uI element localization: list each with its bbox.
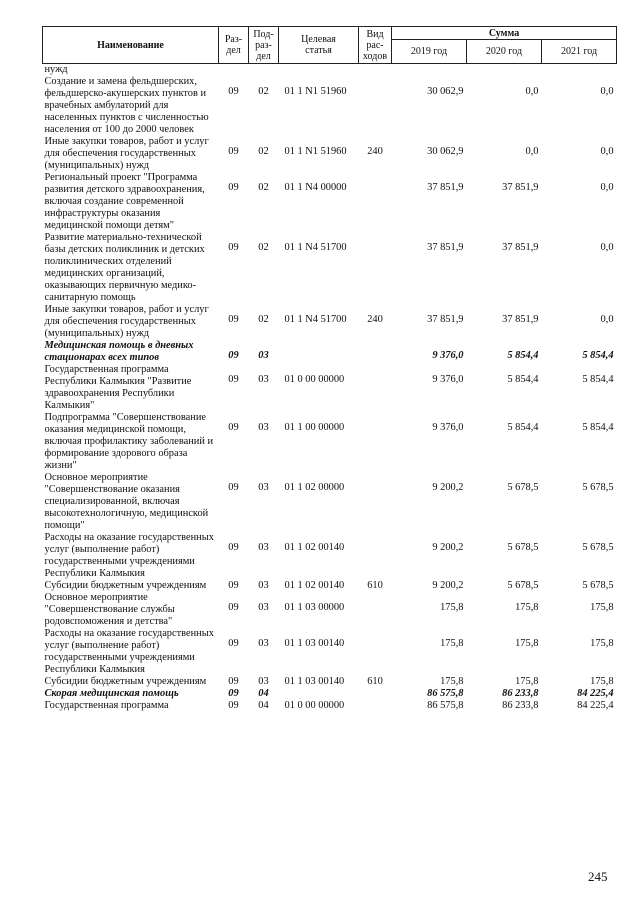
cell-s2: 37 851,9 — [502, 182, 539, 193]
cell-cs: 01 1 N4 00000 — [284, 182, 347, 193]
cell-rz: 09 — [228, 542, 239, 553]
cell-rz: 09 — [228, 146, 239, 157]
cell-s2: 175,8 — [515, 602, 539, 613]
cell-vr — [359, 232, 392, 304]
table-row — [43, 580, 617, 592]
cell-s1: 30 062,9 — [427, 86, 464, 97]
header-2021: 2021 год — [542, 40, 617, 64]
cell-rz: 09 — [228, 676, 239, 687]
table-row — [43, 340, 617, 364]
cell-pr: 03 — [258, 422, 269, 433]
cell-vr — [359, 532, 392, 580]
cell-s2: 86 233,8 — [502, 688, 539, 699]
cell-vr — [359, 628, 392, 676]
cell-pr: 03 — [258, 602, 269, 613]
header-celevaya: Целевая статья — [279, 27, 359, 64]
header-2019: 2019 год — [392, 40, 467, 64]
table-row — [43, 172, 617, 232]
cell-s2: 86 233,8 — [502, 700, 539, 711]
table-row — [43, 412, 617, 472]
cell-s1: 9 200,2 — [432, 482, 464, 493]
table-header — [43, 27, 617, 64]
cell-cs: 01 0 00 00000 — [284, 700, 345, 711]
cell-s3: 0,0 — [600, 314, 614, 325]
cell-name: Расходы на оказание государственных услуг (выполнение работ) государственными учреждениями Республики Калмыкия — [44, 628, 214, 675]
cell-rz: 09 — [228, 482, 239, 493]
cell-rz: 09 — [228, 688, 239, 699]
table-row — [43, 64, 617, 77]
cell-s2: 5 678,5 — [507, 482, 539, 493]
cell-cs — [279, 340, 359, 364]
table-row — [43, 676, 617, 688]
header-2020: 2020 год — [467, 40, 542, 64]
cell-s1: 37 851,9 — [427, 314, 464, 325]
cell-s3: 84 225,4 — [577, 688, 614, 699]
table-row — [43, 700, 617, 712]
cell-name: Создание и замена фельдшерских, фельдшерско-акушерских пунктов и врачебных амбулаторий для населенных пунктов с численностью населения от 100 до 2000 человек — [44, 76, 209, 135]
cell-pr: 04 — [258, 700, 269, 711]
cell-cs — [279, 688, 359, 700]
cell-pr: 02 — [258, 314, 269, 325]
header-vid: Вид рас- ходов — [359, 27, 392, 64]
cell-name: Региональный проект "Программа развития детского здравоохранения, включая создание современной инфраструктуры оказания медицинской помощи детям" — [44, 172, 205, 231]
cell-s2: 5 854,4 — [507, 374, 539, 385]
cell-s2: 175,8 — [515, 676, 539, 687]
cell-cs: 01 1 03 00000 — [284, 602, 345, 613]
cell-s1 — [392, 64, 467, 77]
cell-name: Субсидии бюджетным учреждениям — [44, 580, 207, 591]
table-row — [43, 628, 617, 676]
cell-cs: 01 0 00 00000 — [284, 374, 345, 385]
cell-pr: 04 — [258, 688, 269, 699]
cell-vr — [359, 172, 392, 232]
cell-rz: 09 — [228, 182, 239, 193]
cell-s1: 9 376,0 — [432, 374, 464, 385]
cell-rz: 09 — [228, 242, 239, 253]
cell-s1: 175,8 — [440, 638, 464, 649]
cell-s3: 5 854,4 — [582, 374, 614, 385]
cell-vr: 240 — [367, 314, 383, 325]
cell-s3: 0,0 — [600, 242, 614, 253]
cell-rz: 09 — [228, 314, 239, 325]
table-row — [43, 232, 617, 304]
cell-s1: 175,8 — [440, 676, 464, 687]
cell-name: нужд — [44, 64, 68, 75]
cell-vr — [359, 64, 392, 77]
cell-cs: 01 1 00 00000 — [284, 422, 345, 433]
cell-s3: 5 678,5 — [582, 482, 614, 493]
cell-vr — [359, 472, 392, 532]
cell-name: Государственная программа Республики Калмыкия "Развитие здравоохранения Республики Калмыкия" — [44, 364, 192, 411]
cell-name: Скорая медицинская помощь — [44, 688, 179, 699]
cell-pr: 02 — [258, 242, 269, 253]
cell-s3: 84 225,4 — [577, 700, 614, 711]
cell-s3: 175,8 — [590, 676, 614, 687]
cell-cs: 01 1 N4 51700 — [284, 242, 347, 253]
cell-s3 — [542, 64, 617, 77]
header-summa: Сумма — [392, 27, 617, 40]
cell-s3: 0,0 — [600, 86, 614, 97]
cell-vr — [359, 592, 392, 628]
table-row — [43, 688, 617, 700]
cell-pr: 03 — [258, 542, 269, 553]
header-name: Наименование — [43, 27, 219, 64]
cell-s1: 86 575,8 — [427, 700, 464, 711]
cell-rz: 09 — [228, 86, 239, 97]
cell-s2: 5 678,5 — [507, 580, 539, 591]
cell-cs: 01 1 N1 51960 — [284, 86, 347, 97]
cell-s3: 5 678,5 — [582, 542, 614, 553]
header-razdel: Раз- дел — [219, 27, 249, 64]
cell-vr — [359, 76, 392, 136]
cell-pr: 02 — [258, 146, 269, 157]
cell-name: Развитие материально-технической базы детских поликлиник и детских поликлинических отделений медицинских организаций, оказывающих первичную медико-санитарную помощь — [44, 232, 205, 303]
cell-s3: 5 854,4 — [582, 422, 614, 433]
cell-s1: 37 851,9 — [427, 242, 464, 253]
cell-cs: 01 1 N4 51700 — [284, 314, 347, 325]
cell-s2: 0,0 — [525, 146, 539, 157]
cell-s3: 175,8 — [590, 638, 614, 649]
cell-s1: 37 851,9 — [427, 182, 464, 193]
budget-table — [42, 26, 617, 712]
cell-s2: 175,8 — [515, 638, 539, 649]
cell-name: Расходы на оказание государственных услуг (выполнение работ) государственными учреждениями Республики Калмыкия — [44, 532, 214, 579]
cell-s1: 175,8 — [440, 602, 464, 613]
cell-vr — [359, 364, 392, 412]
cell-s3: 5 854,4 — [582, 350, 614, 361]
cell-s2: 5 678,5 — [507, 542, 539, 553]
cell-rz: 09 — [228, 700, 239, 711]
cell-name: Иные закупки товаров, работ и услуг для обеспечения государственных (муниципальных) нужд — [44, 304, 209, 339]
cell-rz: 09 — [228, 638, 239, 649]
cell-cs: 01 1 02 00000 — [284, 482, 345, 493]
table-row — [43, 532, 617, 580]
cell-name: Субсидии бюджетным учреждениям — [44, 676, 207, 687]
cell-cs: 01 1 03 00140 — [284, 676, 345, 687]
cell-cs — [279, 64, 359, 77]
cell-rz: 09 — [228, 350, 239, 361]
cell-rz — [219, 64, 249, 77]
header-podrazdel: Под- раз- дел — [249, 27, 279, 64]
cell-name: Подпрограмма "Совершенствование оказания медицинской помощи, включая профилактику заболеваний и формирование здорового образа жизни" — [44, 412, 214, 471]
cell-pr: 03 — [258, 350, 269, 361]
table-row — [43, 472, 617, 532]
cell-vr — [359, 340, 392, 364]
cell-s1: 9 200,2 — [432, 580, 464, 591]
cell-name: Иные закупки товаров, работ и услуг для обеспечения государственных (муниципальных) нужд — [44, 136, 209, 171]
cell-rz: 09 — [228, 422, 239, 433]
cell-pr: 02 — [258, 86, 269, 97]
cell-vr: 610 — [367, 676, 383, 687]
table-row — [43, 364, 617, 412]
cell-name: Государственная программа — [44, 700, 169, 711]
cell-s2: 5 854,4 — [507, 422, 539, 433]
cell-s2: 37 851,9 — [502, 242, 539, 253]
table-row — [43, 592, 617, 628]
cell-s1: 30 062,9 — [427, 146, 464, 157]
cell-s3: 175,8 — [590, 602, 614, 613]
cell-pr: 03 — [258, 638, 269, 649]
cell-s1: 9 200,2 — [432, 542, 464, 553]
cell-vr — [359, 688, 392, 700]
cell-name: Основное мероприятие "Совершенствование оказания специализированной, включая высокотехнологичную, медицинской помощи" — [44, 472, 209, 531]
cell-rz: 09 — [228, 580, 239, 591]
cell-s2: 0,0 — [525, 86, 539, 97]
cell-cs: 01 1 N1 51960 — [284, 146, 347, 157]
cell-cs: 01 1 02 00140 — [284, 542, 345, 553]
cell-s2: 5 854,4 — [507, 350, 539, 361]
cell-vr — [359, 412, 392, 472]
cell-s2: 37 851,9 — [502, 314, 539, 325]
cell-rz: 09 — [228, 602, 239, 613]
cell-pr: 03 — [258, 482, 269, 493]
table-row — [43, 304, 617, 340]
cell-pr: 03 — [258, 676, 269, 687]
cell-cs: 01 1 03 00140 — [284, 638, 345, 649]
cell-vr: 240 — [367, 146, 383, 157]
cell-cs: 01 1 02 00140 — [284, 580, 345, 591]
table-row — [43, 76, 617, 136]
page-number: 245 — [588, 869, 608, 884]
cell-s1: 86 575,8 — [427, 688, 464, 699]
table-body — [43, 64, 617, 713]
cell-s2 — [467, 64, 542, 77]
cell-pr — [249, 64, 279, 77]
cell-pr: 03 — [258, 374, 269, 385]
cell-s3: 5 678,5 — [582, 580, 614, 591]
cell-name: Медицинская помощь в дневных стационарах всех типов — [44, 340, 194, 363]
cell-rz: 09 — [228, 374, 239, 385]
cell-vr: 610 — [367, 580, 383, 591]
table-row — [43, 136, 617, 172]
cell-s1: 9 376,0 — [432, 350, 464, 361]
cell-s3: 0,0 — [600, 182, 614, 193]
cell-s1: 9 376,0 — [432, 422, 464, 433]
cell-vr — [359, 700, 392, 712]
cell-name: Основное мероприятие "Совершенствование службы родовспоможения и детства" — [44, 592, 175, 627]
cell-pr: 03 — [258, 580, 269, 591]
cell-s3: 0,0 — [600, 146, 614, 157]
cell-pr: 02 — [258, 182, 269, 193]
